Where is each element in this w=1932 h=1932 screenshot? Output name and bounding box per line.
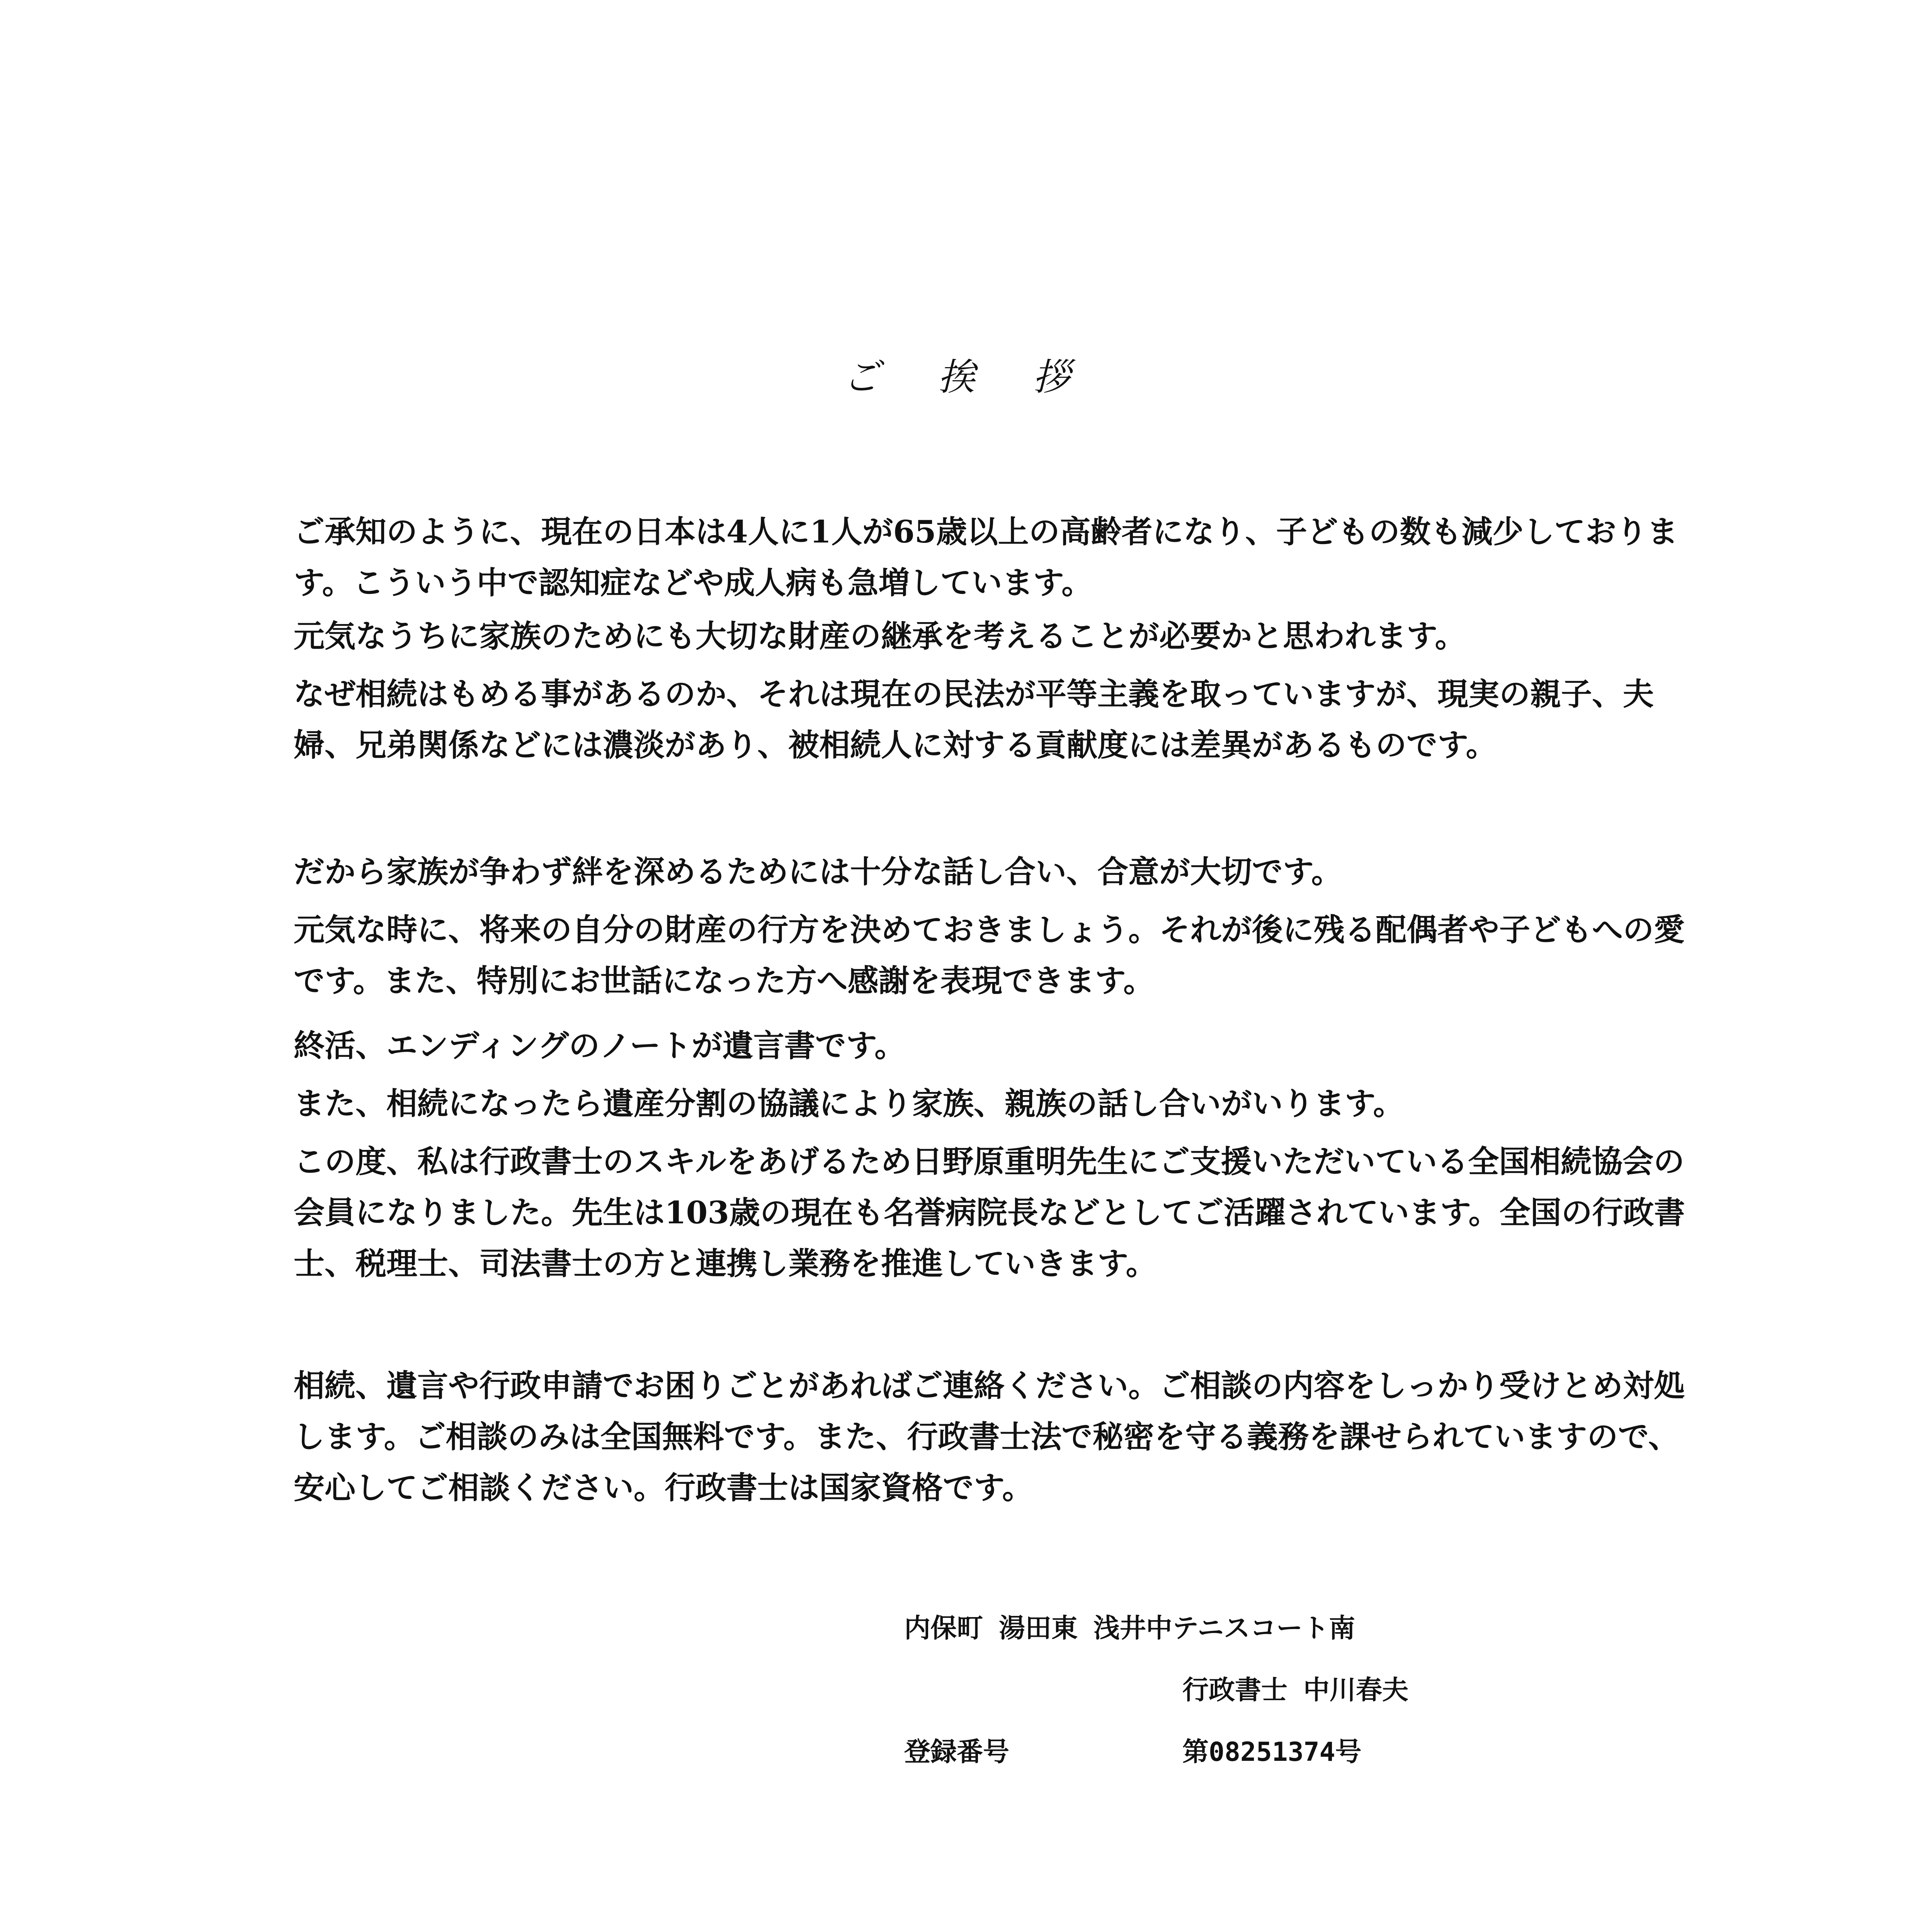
greeting-paragraph: ご承知のように、現在の日本は4人に1人が65歳以上の高齢者になり、子どもの数も減少しております。こういう中で認知症などや成人病も急増しています。 — [294, 514, 1678, 601]
registration-number: 第08251374号 — [1182, 1737, 1362, 1767]
greeting-paragraph: なぜ相続はもめる事があるのか、それは現在の民法が平等主義を取っていますが、現実の親子、夫婦、兄弟関係などには濃淡があり、被相続人に対する貢献度には差異があるものです。 — [294, 676, 1654, 763]
greeting-paragraph: また、相続になったら遺産分割の協議により家族、親族の話し合いがいります。 — [294, 1085, 1404, 1122]
greeting-paragraph: 相続、遺言や行政申請でお困りごとがあればご連絡ください。ご相談の内容をしっかり受けとめ対処します。ご相談のみは全国無料です。また、行政書士法で秘密を守る義務を課せられていますので、安心してご相談ください。行政書士は国家資格です。 — [294, 1367, 1685, 1506]
greeting-title: ご挨拶 — [843, 355, 1128, 399]
greeting-paragraph: 元気なうちに家族のためにも大切な財産の継承を考えることが必要かと思われます。 — [294, 618, 1466, 654]
signature-name: 行政書士 中川春夫 — [1182, 1675, 1408, 1706]
greeting-paragraph: 終活、エンディングのノートが遺言書です。 — [294, 1027, 906, 1064]
registration-label: 登録番号 — [904, 1737, 1010, 1767]
signature-address: 内保町 湯田東 浅井中テニスコート南 — [904, 1613, 1355, 1644]
greeting-paragraph: この度、私は行政書士のスキルをあげるため日野原重明先生にご支援いただいている全国相続協会の会員になりました。先生は103歳の現在も名誉病院長などとしてご活躍されています。全国の行政書士、税理士、司法書士の方と連携し業務を推進していきます。 — [294, 1143, 1685, 1282]
greeting-paragraph: 元気な時に、将来の自分の財産の行方を決めておきましょう。それが後に残る配偶者や子どもへの愛です。また、特別にお世話になった方へ感謝を表現できます。 — [294, 912, 1685, 999]
greeting-paragraph: だから家族が争わず絆を深めるためには十分な話し合い、合意が大切です。 — [294, 854, 1342, 890]
